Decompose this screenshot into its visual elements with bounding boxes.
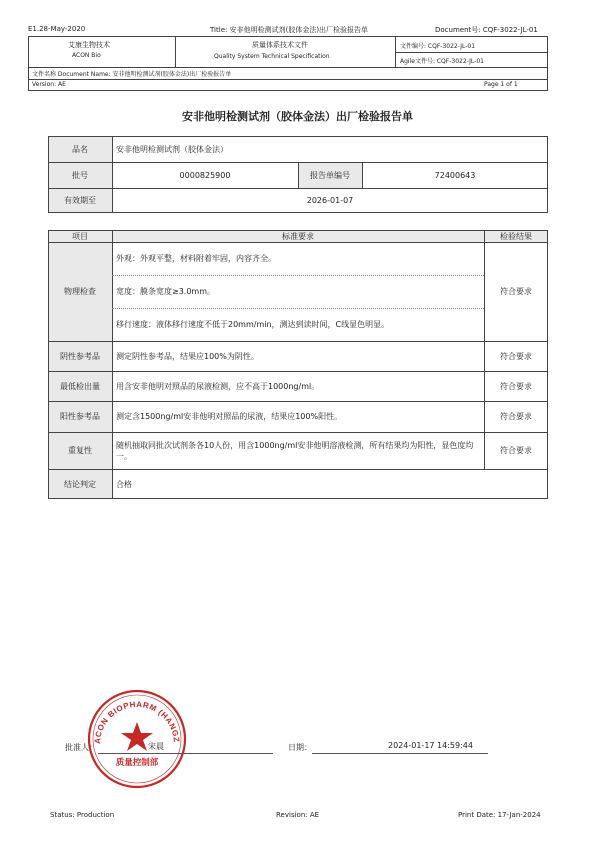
report-title: 安非他明检测试剂（胶体金法）出厂检验报告单 [182,110,413,123]
agile-number: Agile文件号: CQF-3022-JL-01 [400,58,484,65]
conclusion-value: 合格 [116,479,132,489]
date-label: 日期： [288,743,312,752]
approval-date: 2024-01-17 14:59:44 [388,741,473,750]
table-row-requirement: 用含安非他明对照品的尿液检测，应不高于1000ng/ml。 [116,381,320,391]
company-seal [86,688,188,790]
table-row-result: 符合要求 [500,381,532,391]
column-item: 项目 [72,231,88,241]
table-row-result: 符合要求 [500,412,532,421]
system-name-cn: 质量体系技术文件 [252,41,308,49]
document-title: Title: 安非他明检测试剂(胶体金法)出厂检验报告单 [210,26,369,34]
table-row-requirement: 宽度：膜条宽度≥3.0mm。 [116,287,216,296]
table-row-requirement: 随机抽取同批次试剂条各10人份，用含1000ng/ml安非他明溶液检测，所有结果均为阳性，显色度均一。 [116,440,474,461]
status: Status: Production [50,811,115,819]
table-row-requirement: 测定含1500ng/ml安非他明对照品的尿液，结果应100%阳性。 [116,412,343,421]
version: Version: AE [32,81,66,88]
table-row-item: 阴性参考品 [60,351,100,361]
expiry-value: 2026-01-07 [306,196,354,205]
table-row-item: 物理检查 [64,287,96,296]
report-number-label: 报告单编号 [310,170,350,180]
doc-number-cn: 文件编号: CQF-3022-JL-01 [400,43,476,50]
print-date: Print Date: 17-Jan-2024 [458,811,541,819]
lot-label: 批号 [72,170,88,180]
seal-star-icon [121,722,153,751]
column-requirement: 标准要求 [282,231,314,241]
approver-label: 批准人： [65,743,97,752]
seal-graphic [86,688,188,790]
seal-center-text: 质量控制部 [115,758,159,768]
conclusion-label: 结论判定 [64,479,96,489]
product-name-label: 品名 [72,144,88,154]
report-number-value: 72400643 [434,170,476,180]
table-row-result: 符合要求 [500,351,532,361]
document-number: Document号: CQF-3022-JL-01 [435,26,538,34]
approver-name: 宋晨 [148,742,164,751]
lot-value: 0000825900 [179,170,231,180]
table-row-requirement: 移行速度：液体移行速度不低于20mm/min，测达到读时间，C线显色明显。 [116,320,390,329]
revision: Revision: AE [276,811,320,819]
company-name-cn: 艾康生物技术 [68,41,110,49]
expiry-label: 有效期至 [64,196,96,205]
form-version: E1.28-May-2020 [28,25,86,33]
column-result: 检验结果 [500,231,532,241]
product-name-value: 安非他明检测试剂（胶体金法） [116,144,228,154]
page-number: Page 1 of 1 [484,81,518,88]
table-row-result: 符合要求 [500,287,532,296]
table-row-item: 重复性 [68,446,92,455]
table-row-requirement: 测定阴性参考品，结果应100%为阴性。 [116,351,259,361]
table-row-item: 最低检出量 [60,381,100,391]
seal-ring-text: ACON BIOPHARM (HANGZ [92,699,182,745]
table-row-result: 符合要求 [500,446,532,455]
company-name-en: ACON Bio [72,52,101,59]
table-row-item: 阳性参考品 [60,412,100,421]
table-row-requirement: 外观：外观平整，材料附着牢固，内容齐全。 [116,254,276,263]
system-name-en: Quality System Technical Specification [214,53,330,60]
document-name: 文件名称 Document Name: 安非他明检测试剂(胶体金法)出厂检验报告单 [32,71,232,78]
